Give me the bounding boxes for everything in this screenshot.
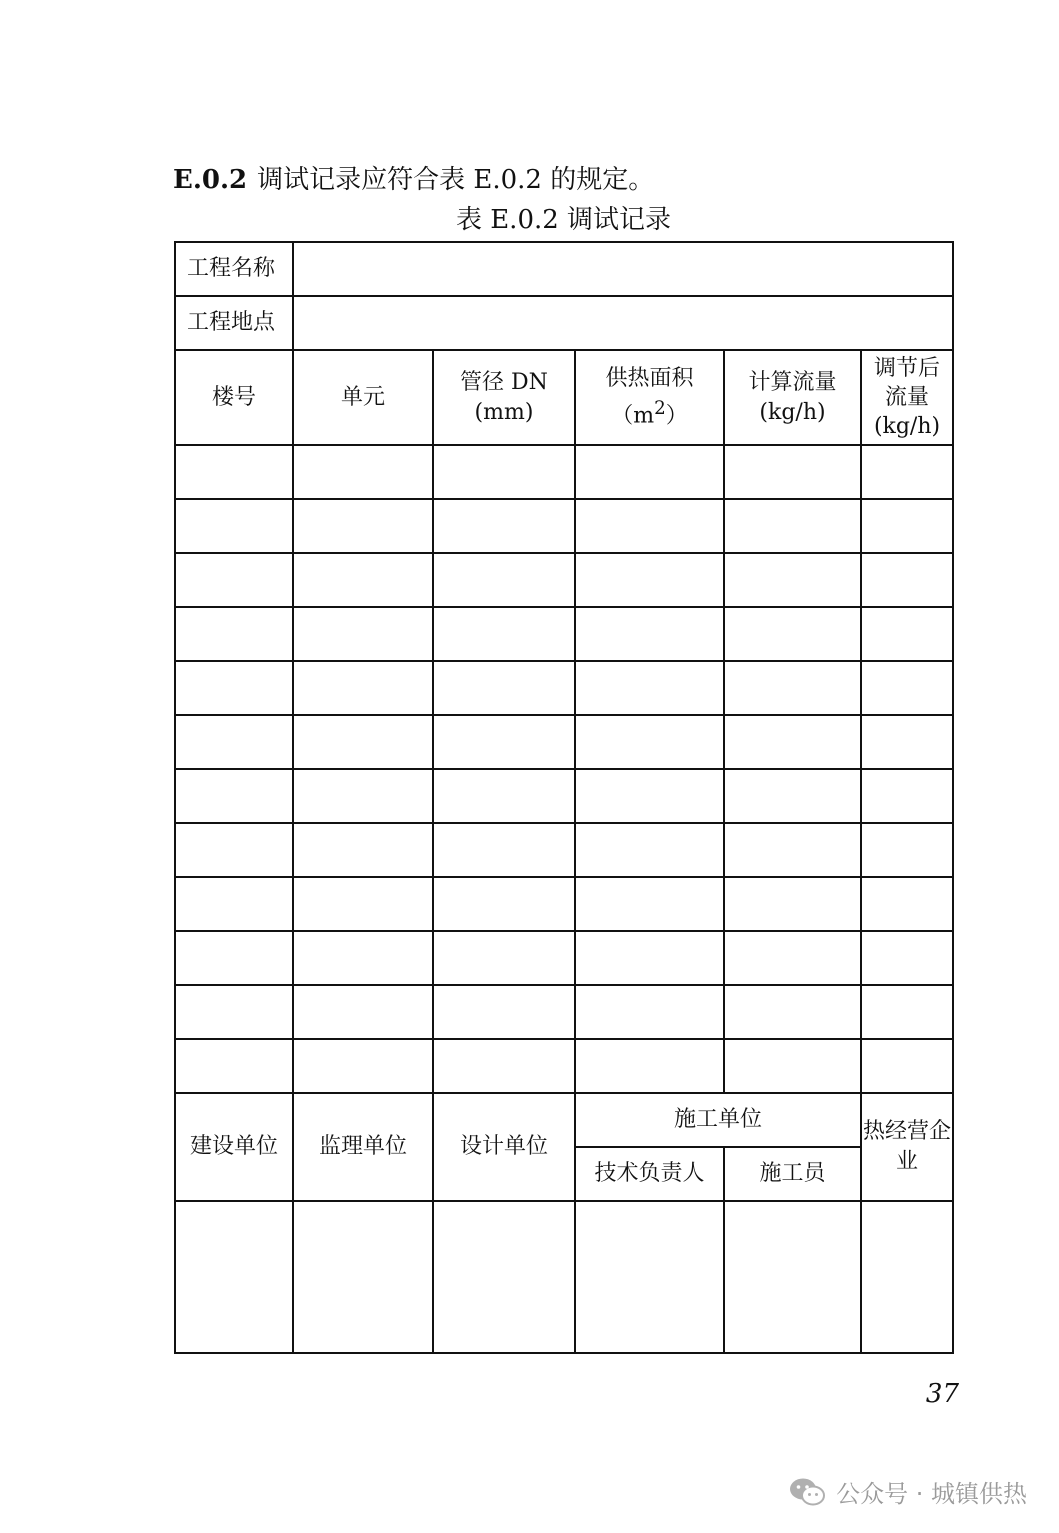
wechat-icon [788,1477,826,1507]
table-cell[interactable] [175,985,293,1039]
table-row [175,607,953,661]
table-cell[interactable] [575,823,724,877]
header-calculated-flow: 计算流量 (kg/h) [724,350,861,445]
table-cell[interactable] [861,499,953,553]
table-cell[interactable] [861,769,953,823]
table-row [175,499,953,553]
design-unit-label: 设计单位 [433,1093,575,1201]
table-cell[interactable] [433,769,575,823]
project-site-cell[interactable] [293,296,953,350]
table-cell[interactable] [293,931,433,985]
table-cell[interactable] [575,931,724,985]
header-building-no: 楼号 [175,350,293,445]
table-cell[interactable] [175,607,293,661]
table-cell[interactable] [861,445,953,499]
table-cell[interactable] [433,931,575,985]
table-cell[interactable] [433,715,575,769]
table-cell[interactable] [724,985,861,1039]
table-cell[interactable] [175,931,293,985]
table-cell[interactable] [433,553,575,607]
construction-unit-label: 建设单位 [175,1093,293,1201]
clause-number: E.0.2 [173,165,248,195]
table-row [175,985,953,1039]
table-cell[interactable] [575,985,724,1039]
table-cell[interactable] [293,715,433,769]
table-cell[interactable] [433,499,575,553]
table-row [175,1039,953,1093]
table-cell[interactable] [575,445,724,499]
table-cell[interactable] [293,1039,433,1093]
table-cell[interactable] [293,553,433,607]
supervision-unit-label: 监理单位 [293,1093,433,1201]
table-cell[interactable] [433,661,575,715]
constructor-label: 施工员 [724,1147,861,1201]
table-cell[interactable] [575,553,724,607]
table-cell[interactable] [293,769,433,823]
supervision-unit-signature[interactable] [293,1201,433,1353]
table-caption: 表 E.0.2 调试记录 [455,205,672,235]
design-unit-signature[interactable] [433,1201,575,1353]
table-cell[interactable] [575,877,724,931]
table-cell[interactable] [575,661,724,715]
table-cell[interactable] [724,553,861,607]
page-number: 37 [925,1379,959,1409]
watermark-text: 公众号 · 城镇供热 [836,1480,1027,1508]
table-cell[interactable] [724,877,861,931]
table-cell[interactable] [724,931,861,985]
table-cell[interactable] [293,823,433,877]
table-cell[interactable] [175,877,293,931]
table-row [175,553,953,607]
table-cell[interactable] [575,769,724,823]
table-row [175,931,953,985]
table-row [175,715,953,769]
table-cell[interactable] [175,499,293,553]
table-row [175,877,953,931]
header-pipe-diameter: 管径 DN (mm) [433,350,575,445]
contractor-unit-label: 施工单位 [575,1093,861,1147]
technical-lead-label: 技术负责人 [575,1147,724,1201]
table-cell[interactable] [861,823,953,877]
table-cell[interactable] [861,985,953,1039]
table-cell[interactable] [293,445,433,499]
table-row [175,823,953,877]
header-unit: 单元 [293,350,433,445]
table-cell[interactable] [861,553,953,607]
table-cell[interactable] [861,877,953,931]
table-cell[interactable] [293,661,433,715]
table-cell[interactable] [724,445,861,499]
table-cell[interactable] [293,607,433,661]
constructor-signature[interactable] [724,1201,861,1353]
commissioning-record-table [174,241,954,1354]
table-cell[interactable] [575,1039,724,1093]
project-name-label: 工程名称 [175,242,293,296]
table-cell[interactable] [724,823,861,877]
watermark [788,1474,1027,1509]
table-cell[interactable] [175,445,293,499]
table-cell[interactable] [175,715,293,769]
clause-text: 调试记录应符合表 E.0.2 的规定。 [257,165,655,195]
table-row [175,661,953,715]
project-name-cell[interactable] [293,242,953,296]
table-cell[interactable] [433,823,575,877]
table-cell[interactable] [293,499,433,553]
table-cell[interactable] [861,1039,953,1093]
table-cell[interactable] [175,553,293,607]
table-cell[interactable] [575,607,724,661]
table-cell[interactable] [724,715,861,769]
table-cell[interactable] [724,499,861,553]
construction-unit-signature[interactable] [175,1201,293,1353]
table-cell[interactable] [861,661,953,715]
table-cell[interactable] [861,607,953,661]
table-cell[interactable] [293,877,433,931]
project-site-label: 工程地点 [175,296,293,350]
signature-row [175,1201,953,1353]
table-cell[interactable] [861,931,953,985]
table-cell[interactable] [175,769,293,823]
table-cell[interactable] [433,1039,575,1093]
table-cell[interactable] [724,769,861,823]
table-cell[interactable] [175,661,293,715]
header-adjusted-flow: 调节后 流量 (kg/h) [861,350,953,445]
table-cell[interactable] [433,877,575,931]
table-cell[interactable] [433,445,575,499]
table-cell[interactable] [724,607,861,661]
table-cell[interactable] [861,715,953,769]
table-cell[interactable] [575,499,724,553]
table-cell[interactable] [293,985,433,1039]
table-cell[interactable] [433,607,575,661]
table-row [175,769,953,823]
table-row [175,445,953,499]
table-cell[interactable] [724,661,861,715]
technical-lead-signature[interactable] [575,1201,724,1353]
table-cell[interactable] [175,1039,293,1093]
table-cell[interactable] [175,823,293,877]
table-cell[interactable] [433,985,575,1039]
clause-line [173,160,654,200]
heating-operator-signature[interactable] [861,1201,953,1353]
heating-operator-label: 热经营企业 [861,1093,953,1201]
header-heating-area: 供热面积 $(m^2)$ [575,350,724,445]
column-header-row [175,350,953,445]
table-cell[interactable] [724,1039,861,1093]
table-cell[interactable] [575,715,724,769]
